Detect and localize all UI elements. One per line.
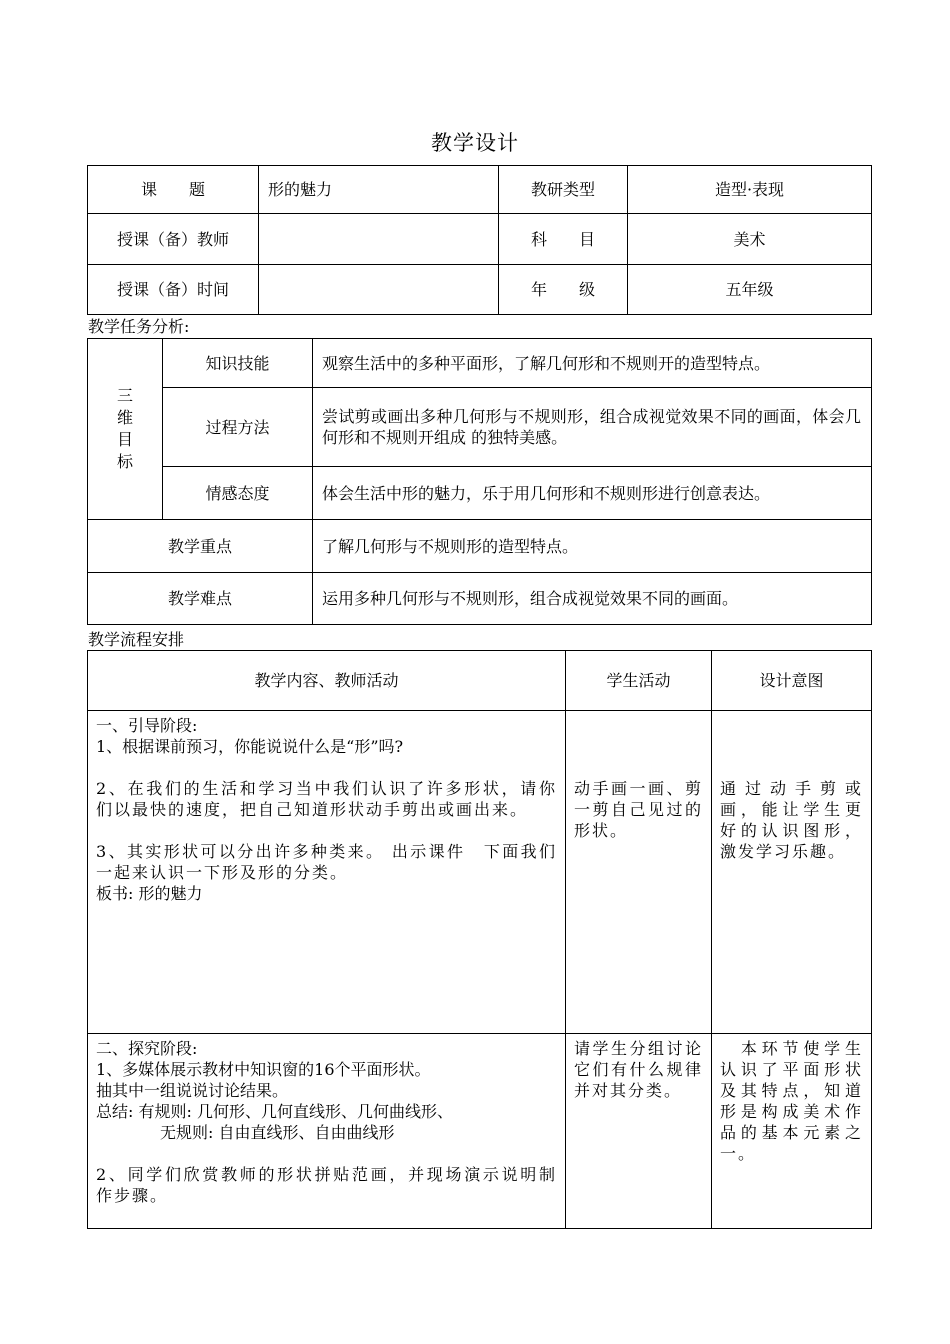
process-method-text: 尝试剪或画出多种几何形与不规则形，组合成视觉效果不同的画面，体会几何形和不规则开组成 的独特美感。 — [313, 388, 872, 467]
stage2-line: 1、多媒体展示教材中知识窗的16个平面形状。 — [96, 1060, 431, 1079]
page-title: 教学设计 — [431, 131, 519, 155]
stage2-student-text: 请学生分组讨论它们有什么规律并对其分类。 — [574, 1039, 703, 1100]
stage2-intent-text: 本环节使学生认识了平面形状及其特点，知道形是构成美术作品的基本元素之一。 — [720, 1039, 863, 1163]
column-header-intent: 设计意图 — [712, 651, 872, 711]
goal-group-char: 维 — [116, 408, 133, 427]
teacher-label: 授课（备）教师 — [88, 214, 259, 265]
key-point-text: 了解几何形与不规则形的造型特点。 — [313, 520, 872, 573]
stage2-line: 2、同学们欣赏教师的形状拼贴范画，并现场演示说明制作步骤。 — [96, 1165, 557, 1205]
stage2-line: 总结: 有规则: 几何形、几何直线形、几何曲线形、 — [96, 1102, 453, 1121]
stage2-line: 抽其中一组说说讨论结果。 — [96, 1081, 289, 1100]
stage1-line: 3、其实形状可以分出许多种类来。 出示课件 下面我们一起来认识一下形及形的分类。 — [96, 842, 557, 882]
research-type-label: 教研类型 — [499, 166, 628, 214]
three-dimension-goals-label — [88, 339, 163, 520]
table-row — [88, 520, 872, 573]
info-table — [87, 165, 872, 315]
topic-value: 形的魅力 — [259, 166, 499, 214]
stage1-blank-line — [96, 757, 557, 778]
table-row — [88, 166, 872, 214]
stage1-line: 板书: 形的魅力 — [96, 884, 203, 903]
topic-label: 课 题 — [88, 166, 259, 214]
subject-label: 科 目 — [499, 214, 628, 265]
table-row — [88, 388, 872, 467]
stage1-line: 1、根据课前预习，你能说说什么是“形”吗? — [96, 737, 404, 756]
stage2-blank-line — [96, 1143, 557, 1164]
column-header-student: 学生活动 — [566, 651, 712, 711]
teaching-flow-table — [87, 650, 872, 1229]
stage2-line: 无规则: 自由直线形、自由曲线形 — [160, 1123, 395, 1142]
stage2-design-intent — [712, 1034, 872, 1229]
table-row — [88, 711, 872, 1034]
knowledge-skill-text: 观察生活中的多种平面形，了解几何形和不规则开的造型特点。 — [313, 339, 872, 388]
stage1-line: 2、在我们的生活和学习当中我们认识了许多形状，请你们以最快的速度，把自己知道形状动手剪出或画出来。 — [96, 779, 557, 819]
goal-group-char: 目 — [116, 430, 133, 449]
table-row — [88, 467, 872, 520]
stage1-student-text: 动手画一画、剪一剪自己见过的形状。 — [574, 779, 703, 840]
stage1-line: 一、引导阶段: — [96, 716, 198, 735]
stage2-student-activity — [566, 1034, 712, 1229]
task-analysis-table — [87, 338, 872, 625]
stage1-blank-line — [96, 820, 557, 841]
stage2-line: 二、探究阶段: — [96, 1039, 198, 1058]
difficulty-text: 运用多种几何形与不规则形，组合成视觉效果不同的画面。 — [313, 573, 872, 625]
task-analysis-heading: 教学任务分析: — [88, 317, 190, 336]
table-row — [88, 651, 872, 711]
teaching-flow-heading: 教学流程安排 — [88, 630, 185, 649]
stage1-intent-text: 通过动手剪或画，能让学生更好的认识图形，激发学习乐趣。 — [720, 779, 863, 861]
knowledge-skill-label: 知识技能 — [163, 339, 313, 388]
column-header-content: 教学内容、教师活动 — [88, 651, 566, 711]
table-row — [88, 265, 872, 315]
time-value — [259, 265, 499, 315]
goal-group-char: 三 — [116, 386, 133, 405]
table-row — [88, 214, 872, 265]
stage1-design-intent — [712, 711, 872, 1034]
grade-value: 五年级 — [628, 265, 872, 315]
stage2-content — [88, 1034, 566, 1229]
goal-group-char: 标 — [116, 452, 133, 471]
stage1-content — [88, 711, 566, 1034]
stage1-student-activity — [566, 711, 712, 1034]
grade-label: 年 级 — [499, 265, 628, 315]
key-point-label: 教学重点 — [88, 520, 313, 573]
teacher-value — [259, 214, 499, 265]
table-row — [88, 1034, 872, 1229]
process-method-label: 过程方法 — [163, 388, 313, 467]
research-type-value: 造型·表现 — [628, 166, 872, 214]
table-row — [88, 339, 872, 388]
difficulty-label: 教学难点 — [88, 573, 313, 625]
table-row — [88, 573, 872, 625]
subject-value: 美术 — [628, 214, 872, 265]
emotion-attitude-text: 体会生活中形的魅力，乐于用几何形和不规则形进行创意表达。 — [313, 467, 872, 520]
emotion-attitude-label: 情感态度 — [163, 467, 313, 520]
time-label: 授课（备）时间 — [88, 265, 259, 315]
